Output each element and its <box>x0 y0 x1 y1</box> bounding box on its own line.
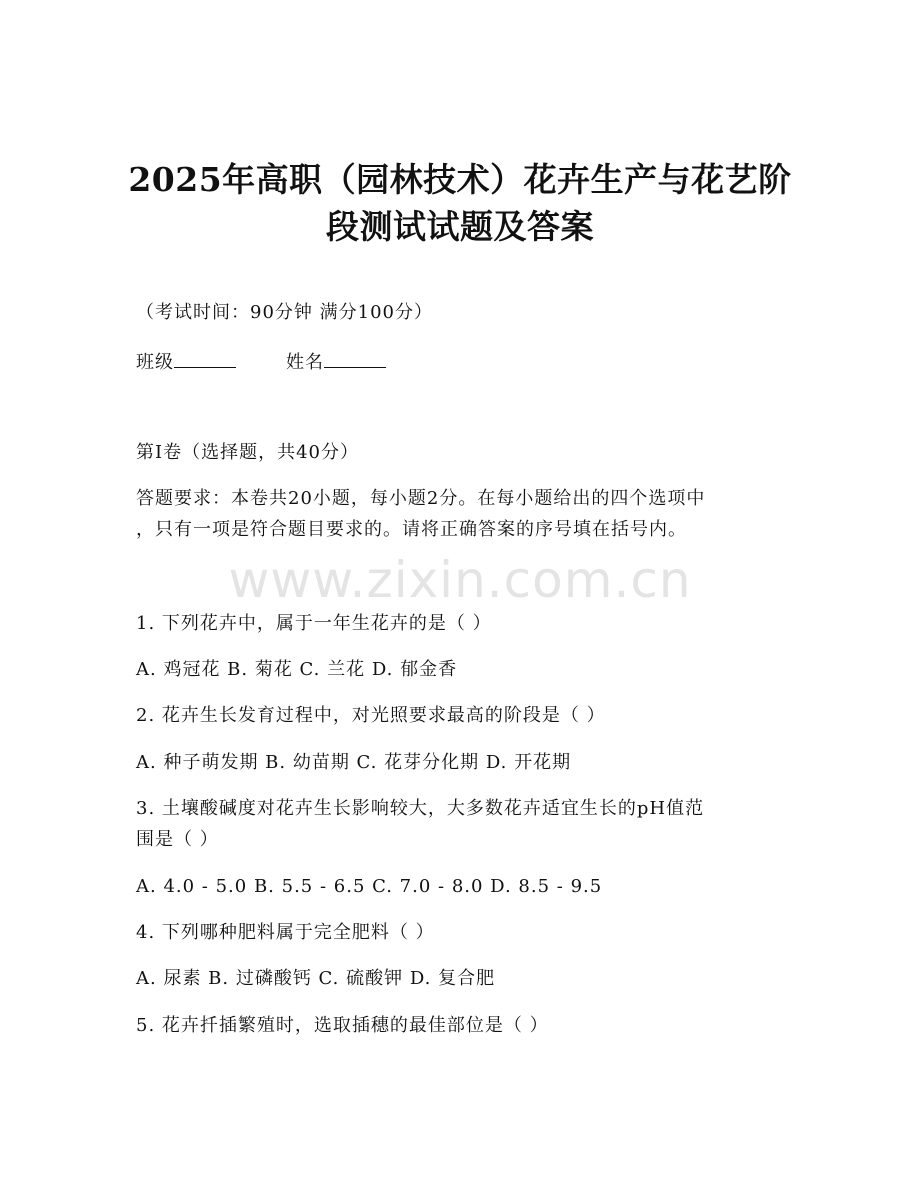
exam-info: （考试时间：90分钟 满分100分） <box>136 302 433 323</box>
question-5-stem: 5. 花卉扦插繁殖时，选取插穗的最佳部位是（ ） <box>136 1015 549 1036</box>
instructions-line-2: ，只有一项是符合题目要求的。请将正确答案的序号填在括号内。 <box>136 519 687 540</box>
question-3-options: A. 4.0 - 5.0 B. 5.5 - 6.5 C. 7.0 - 8.0 D. 8.5 - 9.5 <box>136 876 603 897</box>
question-1-stem: 1. 下列花卉中，属于一年生花卉的是（ ） <box>136 613 492 634</box>
document-title-line-2: 段测试试题及答案 <box>326 207 594 246</box>
name-label: 姓名 <box>286 352 324 373</box>
question-4-options: A. 尿素 B. 过磷酸钙 C. 硫酸钾 D. 复合肥 <box>136 968 496 989</box>
document-title-line-1: 2025年高职（园林技术）花卉生产与花艺阶 <box>128 160 792 199</box>
student-info-row <box>136 349 386 376</box>
question-2-options: A. 种子萌发期 B. 幼苗期 C. 花芽分化期 D. 开花期 <box>136 752 572 773</box>
watermark: www.zixin.com.cn <box>228 551 692 609</box>
class-blank[interactable] <box>174 349 236 368</box>
question-3-stem-line-1: 3. 土壤酸碱度对花卉生长影响较大，大多数花卉适宜生长的pH值范 <box>136 798 705 819</box>
question-2-stem: 2. 花卉生长发育过程中，对光照要求最高的阶段是（ ） <box>136 705 606 726</box>
class-label: 班级 <box>136 352 174 373</box>
name-blank[interactable] <box>324 349 386 368</box>
section-heading: 第I卷（选择题，共40分） <box>136 442 360 463</box>
instructions-line-1: 答题要求：本卷共20小题，每小题2分。在每小题给出的四个选项中 <box>136 488 706 509</box>
question-3-stem-line-2: 围是（ ） <box>136 829 219 850</box>
question-4-stem: 4. 下列哪种肥料属于完全肥料（ ） <box>136 922 435 943</box>
question-1-options: A. 鸡冠花 B. 菊花 C. 兰花 D. 郁金香 <box>136 659 458 680</box>
